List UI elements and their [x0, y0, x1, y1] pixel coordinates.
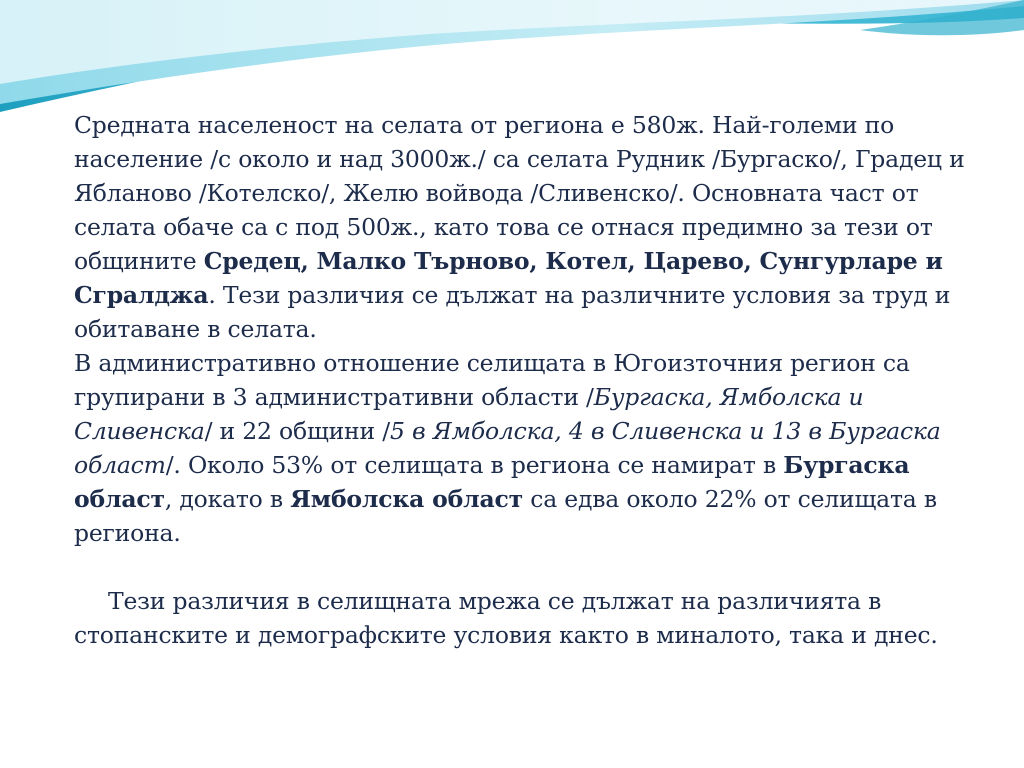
paragraph-village-population: [74, 108, 974, 346]
bold-burgas-region: Бургаска област: [74, 451, 910, 513]
paragraph-text: В административно отношение селищата в Югоизточния регион са групирани в 3 административни области /: [74, 349, 910, 411]
bold-municipalities: Средец, Малко Търново, Котел, Царево, Сунгурларе и Сгралджа: [74, 247, 943, 309]
paragraph-administrative-division: [74, 346, 974, 550]
paragraph-text: Тези различия в селищната мрежа се дължат на различията в стопанските и демографските условия както в миналото, така и днес.: [74, 587, 938, 649]
paragraph-text: са едва около 22% от селищата в региона.: [74, 485, 937, 547]
header-wave-decoration: [0, 0, 1024, 120]
blank-line: [74, 550, 974, 584]
slide-body-text: [74, 108, 974, 652]
paragraph-text: Средната населеност на селата от региона е 580ж. Най-големи по население /с около и над 3000ж./ са селата Рудник /Бургаско/, Градец и Ябланово /Котелско/, Желю войвода /Сливенско/. Основната част от селата обаче са с под 500ж., като това се отнася предимно за тези от общините: [74, 111, 965, 275]
italic-regions: Бургаска, Ямболска и Сливенска: [74, 383, 864, 445]
paragraph-conclusion: [74, 584, 974, 652]
bold-yambol-region: Ямболска област: [290, 485, 523, 513]
paragraph-text: , докато в: [164, 485, 291, 513]
italic-municipality-counts: 5 в Ямболска, 4 в Сливенска и 13 в Бургаска област: [74, 417, 941, 479]
paragraph-text: /. Около 53% от селищата в региона се намират в: [165, 451, 784, 479]
paragraph-text: / и 22 общини /: [204, 417, 390, 445]
paragraph-text: . Тези различия се дължат на различните условия за труд и обитаване в селата.: [74, 281, 951, 343]
